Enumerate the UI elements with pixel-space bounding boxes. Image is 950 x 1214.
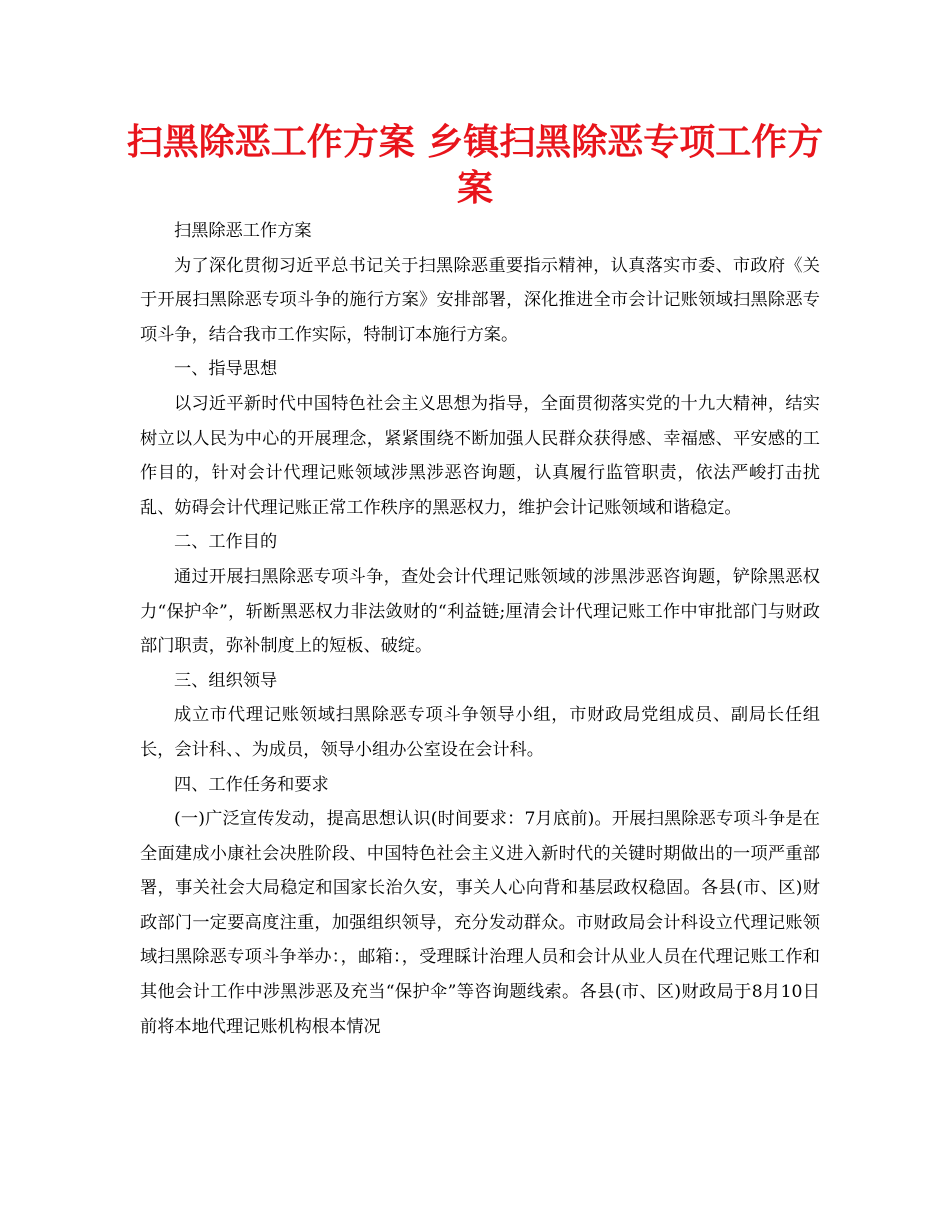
section-heading-tasks: 四、工作任务和要求 bbox=[174, 774, 329, 795]
section-heading-leadership: 三、组织领导 bbox=[174, 670, 278, 691]
document-title: 扫黑除恶工作方案 乡镇扫黑除恶专项工作方案 bbox=[126, 122, 824, 209]
paragraph-intro: 为了深化贯彻习近平总书记关于扫黑除恶重要指示精神，认真落实市委、市政府《关于开展扫黑除恶专项斗争的施行方案》安排部署，深化推进全市会计记账领域扫黑除恶专项斗争，结合我市工作实际，特制订本施行方案。 bbox=[140, 255, 820, 345]
document-body bbox=[140, 214, 820, 1044]
section-heading-work-goal: 二、工作目的 bbox=[174, 532, 278, 553]
paragraph-tasks: (一)广泛宣传发动，提高思想认识(时间要求：7月底前)。开展扫黑除恶专项斗争是在全面建成小康社会决胜阶段、中国特色社会主义进入新时代的关键时期做出的一项严重部署，事关社会大局稳定和国家长治久安，事关人心向背和基层政权稳固。各县(市、区)财政部门一定要高度注重，加强组织领导，充分发动群众。市财政局会计科设立代理记账领域扫黑除恶专项斗争举办：，邮箱：，受理睬计治理人员和会计从业人员在代理记账工作和其他会计工作中涉黑涉恶及充当“保护伞”等咨询题线索。各县(市、区)财政局于8月10日前将本地代理记账机构根本情况 bbox=[140, 809, 820, 1037]
paragraph-work-goal: 通过开展扫黑除恶专项斗争，查处会计代理记账领域的涉黑涉恶咨询题，铲除黑恶权力“保护伞”，斩断黑恶权力非法敛财的“利益链;厘清会计代理记账工作中审批部门与财政部门职责，弥补制度上的短板、破绽。 bbox=[140, 566, 820, 657]
paragraph-guiding-thought: 以习近平新时代中国特色社会主义思想为指导，全面贯彻落实党的十九大精神，结实树立以人民为中心的开展理念，紧紧围绕不断加强人民群众获得感、幸福感、平安感的工作目的，针对会计代理记账领域涉黑涉恶咨询题，认真履行监管职责，依法严峻打击扰乱、妨碍会计代理记账正常工作秩序的黑恶权力，维护会计记账领域和谐稳定。 bbox=[140, 393, 820, 518]
paragraph-subtitle: 扫黑除恶工作方案 bbox=[174, 221, 312, 241]
paragraph-leadership: 成立市代理记账领域扫黑除恶专项斗争领导小组，市财政局党组成员、副局长任组长，会计科、、为成员，领导小组办公室设在会计科。 bbox=[140, 705, 820, 760]
section-heading-guiding-thought: 一、指导思想 bbox=[174, 359, 278, 380]
